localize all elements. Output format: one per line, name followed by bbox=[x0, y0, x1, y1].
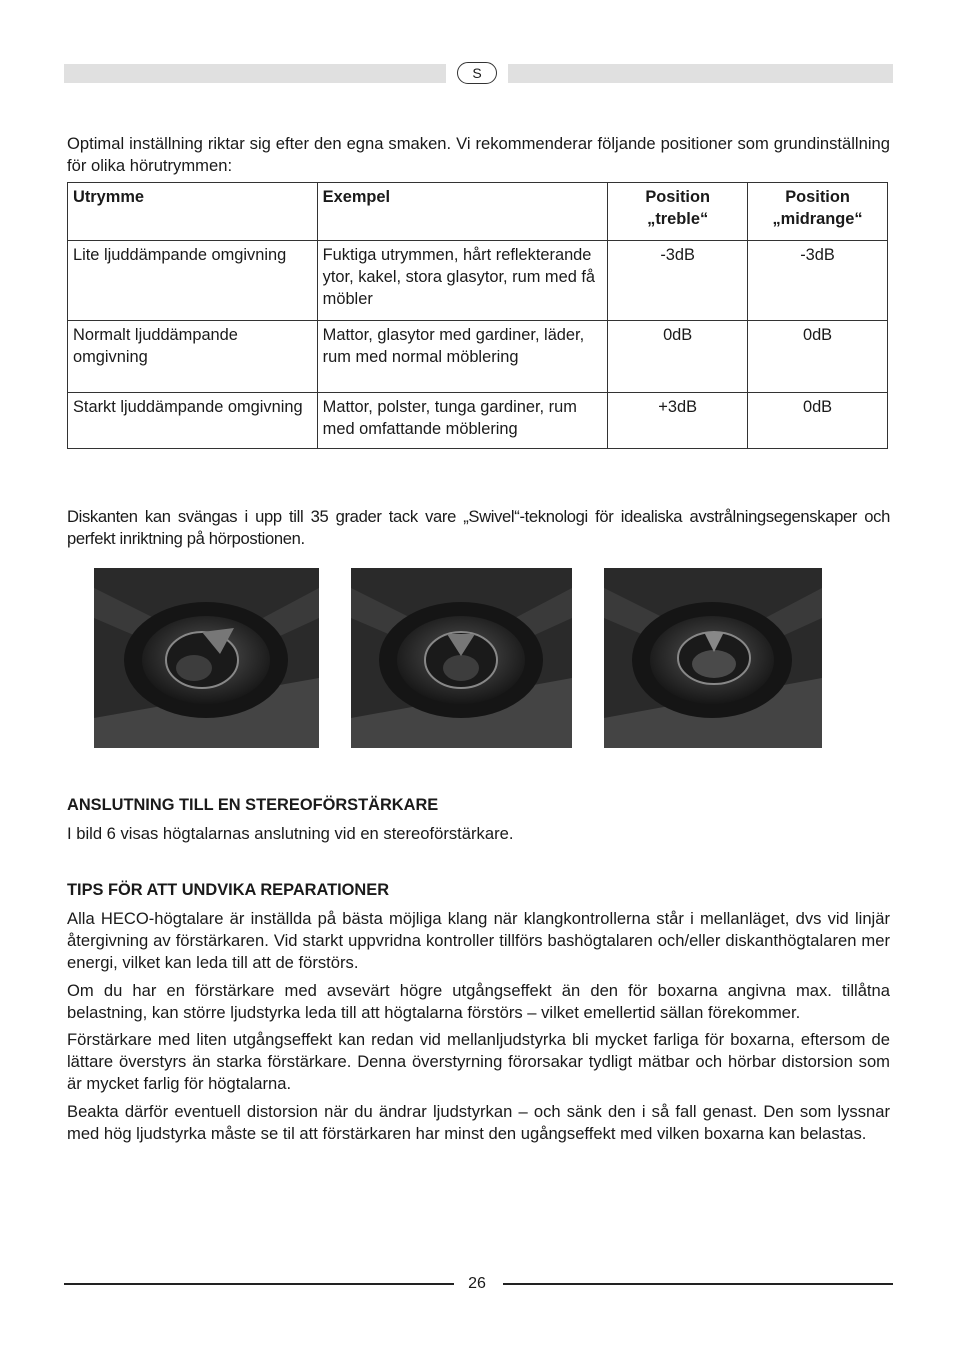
intro-paragraph: Optimal inställning riktar sig efter den egna smaken. Vi rekommenderar följande positioner som grundinställning för olika hörutrymmen: bbox=[67, 134, 890, 175]
table-cell: -3dB bbox=[608, 241, 748, 321]
section-heading-amplifier: ANSLUTNING TILL EN STEREOFÖRSTÄRKARE bbox=[67, 796, 439, 814]
language-badge bbox=[446, 61, 508, 85]
table-cell: Lite ljuddämpande omgivning bbox=[68, 241, 318, 321]
table-cell: +3dB bbox=[608, 393, 748, 449]
footer-rule-right bbox=[503, 1283, 893, 1285]
language-label: S bbox=[457, 62, 497, 84]
tips-paragraph: Förstärkare med liten utgångseffekt kan redan vid mellanljudstyrka bli mycket farliga för boxarna, eftersom de lättare överstyrs än starka förstärkare. Denna överstyrning förorsakar tydligt mätbar och hörbar distorsion som är mycket farlig för högtalarna. bbox=[67, 1030, 890, 1093]
table-cell: 0dB bbox=[608, 321, 748, 393]
tweeter-photo-center bbox=[351, 568, 572, 748]
table-cell: 0dB bbox=[748, 321, 888, 393]
table-cell: Mattor, glasytor med gardiner, läder, rum med normal möblering bbox=[317, 321, 608, 393]
table-cell: 0dB bbox=[748, 393, 888, 449]
settings-table bbox=[67, 182, 888, 449]
table-cell: Mattor, polster, tunga gardiner, rum med omfattande möblering bbox=[317, 393, 608, 449]
swivel-paragraph: Diskanten kan svängas i upp till 35 grader tack vare „Swivel“-teknologi för idealiska avstrålningsegenskaper och perfekt inriktning på hörpostionen. bbox=[67, 507, 890, 548]
table-cell: Starkt ljuddämpande omgivning bbox=[68, 393, 318, 449]
table-row bbox=[68, 321, 888, 393]
table-cell: Fuktiga utrymmen, hårt reflekterande ytor, kakel, stora glasytor, rum med få möbler bbox=[317, 241, 608, 321]
tips-paragraph: Om du har en förstärkare med avsevärt högre utgångseffekt än den för boxarna angivna max. tillåtna belastning, kan större ljudstyrka leda till att högtalarna förstörs – vilket emellertid sällan förekommer. bbox=[67, 981, 890, 1022]
table-cell: Normalt ljuddämpande omgivning bbox=[68, 321, 318, 393]
table-header-row bbox=[68, 183, 888, 241]
table-header-cell: Exempel bbox=[317, 183, 608, 241]
tips-paragraph: Beakta därför eventuell distorsion när du ändrar ljudstyrkan – och sänk den i så fall genast. Den som lyssnar med hög ljudstyrka måste se til att förstärkaren har minst den ugångseffekt med vilken boxarna kan belastas. bbox=[67, 1102, 890, 1143]
section-heading-tips: TIPS FÖR ATT UNDVIKA REPARATIONER bbox=[67, 881, 390, 899]
page-number: 26 bbox=[468, 1275, 486, 1292]
table-header-cell: Position „midrange“ bbox=[748, 183, 888, 241]
tweeter-photo-left bbox=[94, 568, 319, 748]
table-row bbox=[68, 393, 888, 449]
table-row bbox=[68, 241, 888, 321]
footer-rule-left bbox=[64, 1283, 454, 1285]
tips-paragraph: Alla HECO-högtalare är inställda på bästa möjliga klang när klangkontrollerna står i mellanläget, dvs vid linjär återgivning av förstärkaren. Vid starkt uppvridna kontroller tillförs bashögtalaren och/eller diskanthögtalaren mer energi, vilket kan leda till att de förstörs. bbox=[67, 909, 890, 972]
table-header-cell: Position „treble“ bbox=[608, 183, 748, 241]
table-cell: -3dB bbox=[748, 241, 888, 321]
tweeter-photo-right bbox=[604, 568, 822, 748]
section-body-amplifier: I bild 6 visas högtalarnas anslutning vid en stereoförstärkare. bbox=[67, 824, 514, 843]
table-header-cell: Utrymme bbox=[68, 183, 318, 241]
